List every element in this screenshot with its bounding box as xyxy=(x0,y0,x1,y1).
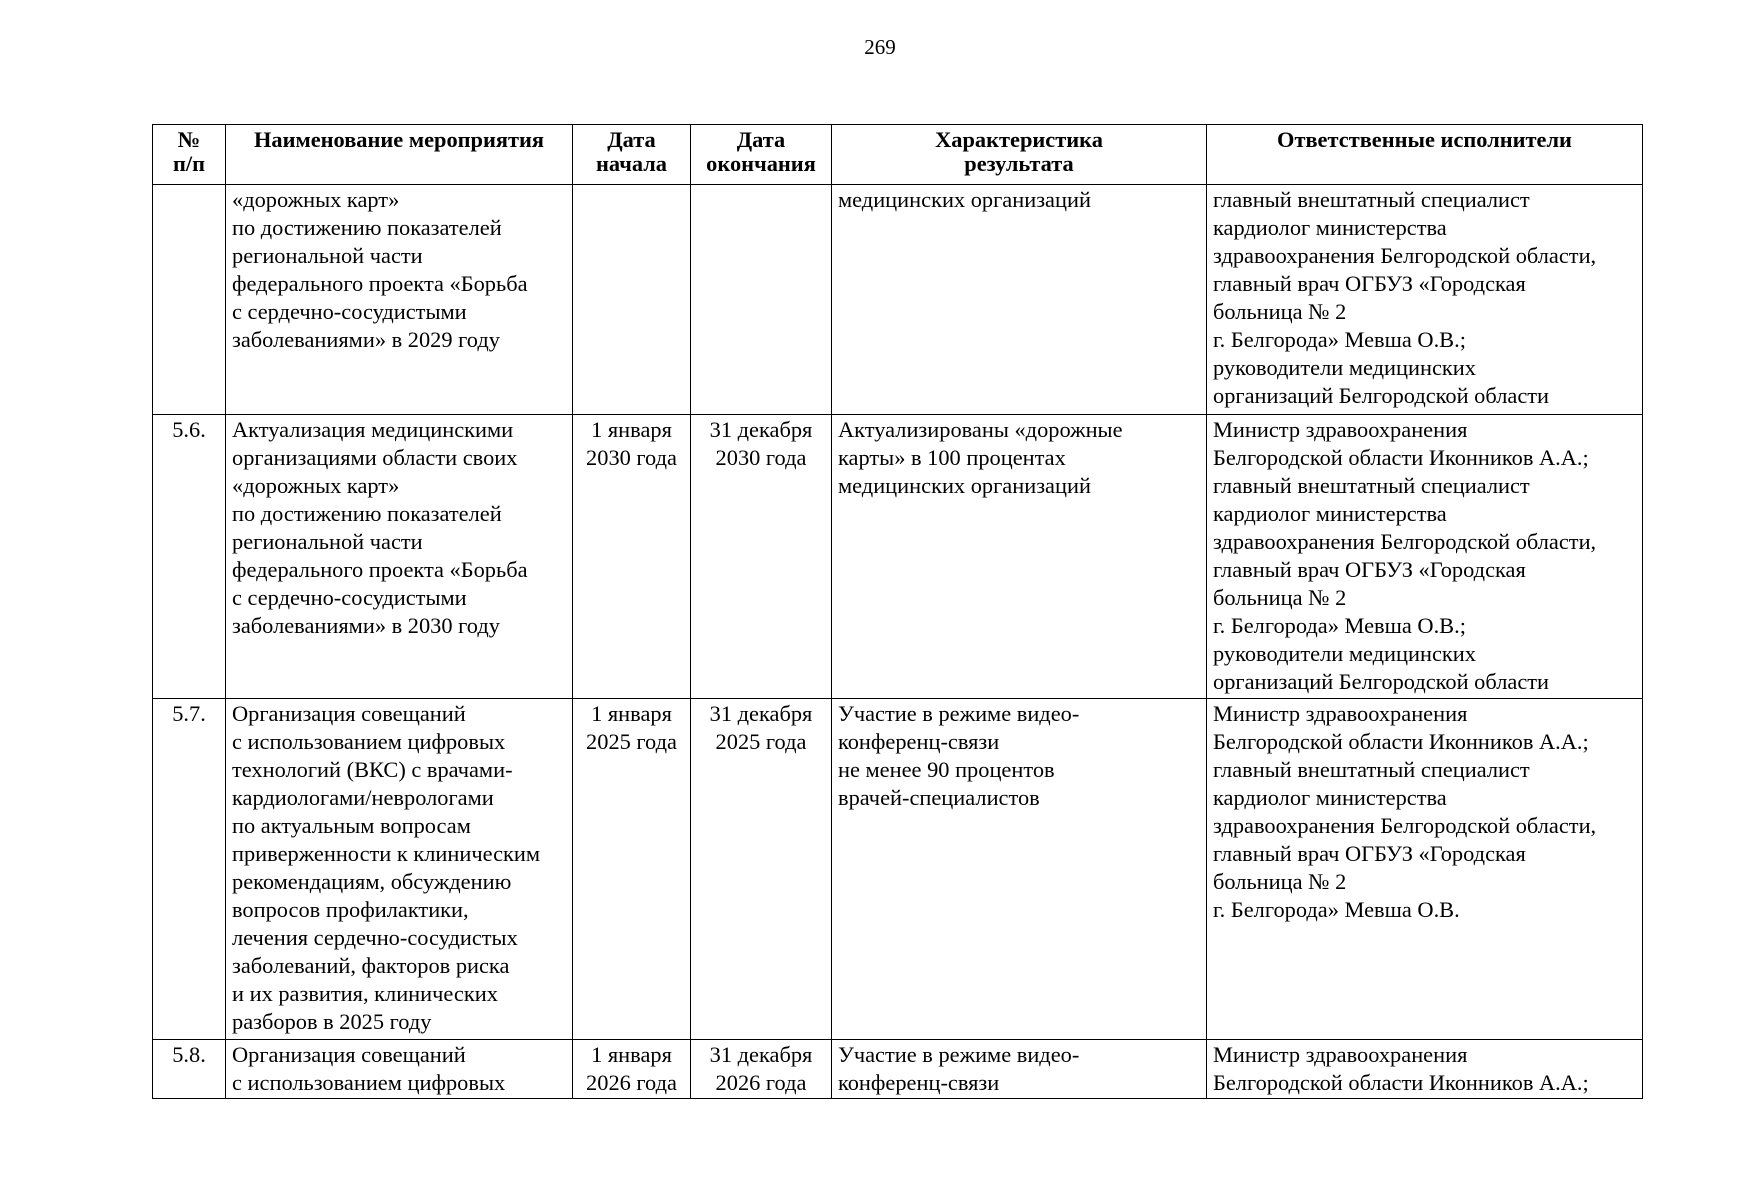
cell-responsible: Министр здравоохранения Белгородской области Иконников А.А.; главный внештатный специалист кардиолог министерства здравоохранения Белгородской области, главный врач ОГБУЗ «Городская больница № 2 г. Белгорода» Мевша О.В.; руководители медицинских организаций Белгородской области xyxy=(1207,415,1643,699)
cell-name: «дорожных карт» по достижению показателей региональной части федерального проекта «Борьба с сердечно-сосудистыми заболеваниями» в 2029 году xyxy=(226,185,573,415)
cell-num: 5.6. xyxy=(153,415,226,699)
cell-result: Актуализированы «дорожные карты» в 100 процентах медицинских организаций xyxy=(832,415,1207,699)
table-row xyxy=(153,699,1643,1040)
cell-start-date xyxy=(573,185,691,415)
cell-end-date xyxy=(691,185,832,415)
cell-result: Участие в режиме видео- конференц-связи xyxy=(832,1040,1207,1099)
cell-name: Организация совещаний с использованием цифровых технологий (ВКС) с врачами- кардиологами/неврологами по актуальным вопросам приверженности к клиническим рекомендациям, обсуждению вопросов профилактики, лечения сердечно-сосудистых заболеваний, факторов риска и их развития, клинических разборов в 2025 году xyxy=(226,699,573,1040)
cell-end-date: 31 декабря 2025 года xyxy=(691,699,832,1040)
table-row xyxy=(153,185,1643,415)
activities-table xyxy=(152,124,1643,1099)
cell-num xyxy=(153,185,226,415)
table-header-row xyxy=(153,125,1643,185)
table-row xyxy=(153,415,1643,699)
cell-responsible: главный внештатный специалист кардиолог министерства здравоохранения Белгородской области, главный врач ОГБУЗ «Городская больница № 2 г. Белгорода» Мевша О.В.; руководители медицинских организаций Белгородской области xyxy=(1207,185,1643,415)
header-name: Наименование мероприятия xyxy=(226,125,573,185)
header-responsible: Ответственные исполнители xyxy=(1207,125,1643,185)
cell-name: Организация совещаний с использованием цифровых xyxy=(226,1040,573,1099)
cell-end-date: 31 декабря 2030 года xyxy=(691,415,832,699)
cell-start-date: 1 января 2026 года xyxy=(573,1040,691,1099)
header-result: Характеристика результата xyxy=(832,125,1207,185)
table-row xyxy=(153,1040,1643,1099)
cell-responsible: Министр здравоохранения Белгородской области Иконников А.А.; главный внештатный специалист кардиолог министерства здравоохранения Белгородской области, главный врач ОГБУЗ «Городская больница № 2 г. Белгорода» Мевша О.В. xyxy=(1207,699,1643,1040)
cell-start-date: 1 января 2025 года xyxy=(573,699,691,1040)
header-num: № п/п xyxy=(153,125,226,185)
cell-name: Актуализация медицинскими организациями области своих «дорожных карт» по достижению показателей региональной части федерального проекта «Борьба с сердечно-сосудистыми заболеваниями» в 2030 году xyxy=(226,415,573,699)
header-end-date: Дата окончания xyxy=(691,125,832,185)
cell-end-date: 31 декабря 2026 года xyxy=(691,1040,832,1099)
page-number: 269 xyxy=(864,35,896,59)
cell-result: Участие в режиме видео- конференц-связи не менее 90 процентов врачей-специалистов xyxy=(832,699,1207,1040)
cell-responsible: Министр здравоохранения Белгородской области Иконников А.А.; xyxy=(1207,1040,1643,1099)
cell-num: 5.7. xyxy=(153,699,226,1040)
header-start-date: Дата начала xyxy=(573,125,691,185)
cell-num: 5.8. xyxy=(153,1040,226,1099)
cell-start-date: 1 января 2030 года xyxy=(573,415,691,699)
cell-result: медицинских организаций xyxy=(832,185,1207,415)
